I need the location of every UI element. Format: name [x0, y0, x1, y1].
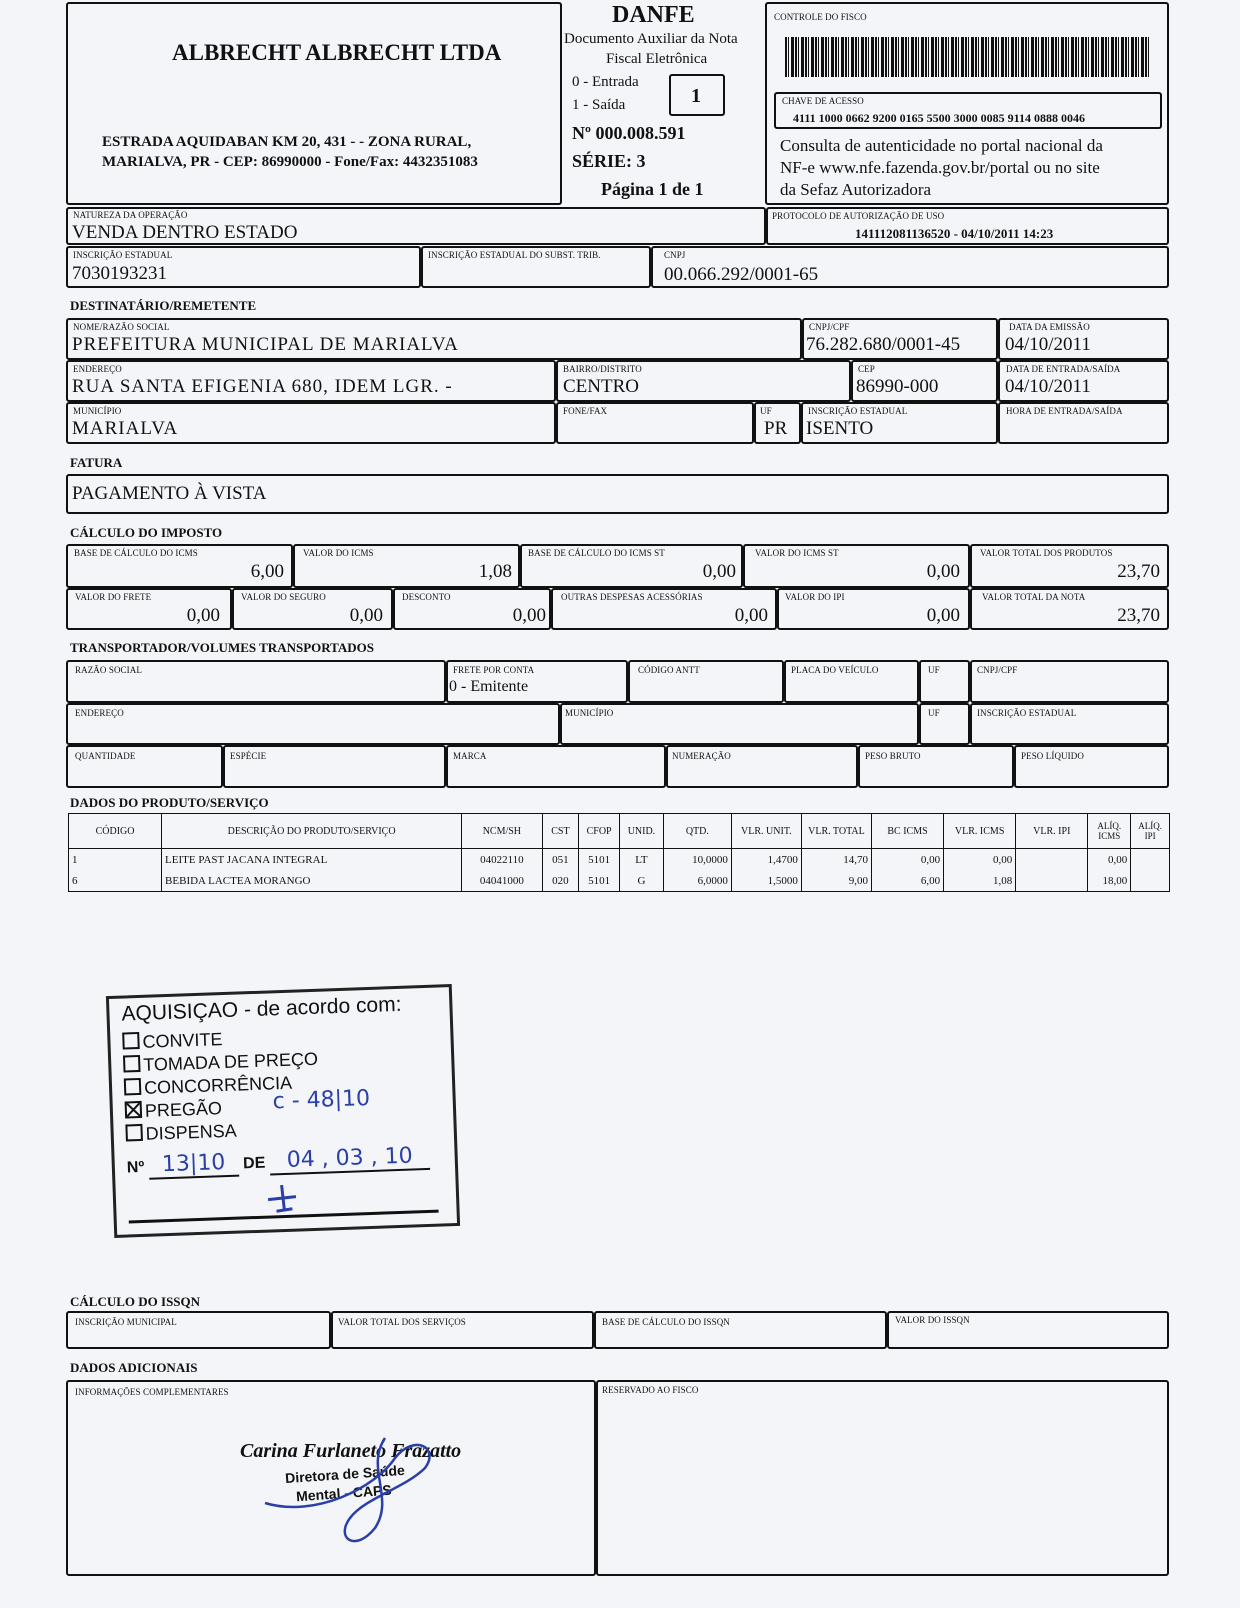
- valor-icms-label: VALOR DO ICMS: [303, 548, 374, 558]
- transp-ie-label: INSCRIÇÃO ESTADUAL: [977, 708, 1077, 718]
- checkbox-icon: [123, 1055, 141, 1073]
- controle-label: CONTROLE DO FISCO: [774, 12, 867, 22]
- cell-vlr-unit: 1,4700: [731, 849, 801, 871]
- dest-entrada-label: DATA DE ENTRADA/SAÍDA: [1006, 364, 1121, 374]
- transp-antt-label: CÓDIGO ANTT: [638, 665, 700, 675]
- col-vlr-unit: VLR. UNIT.: [731, 814, 801, 849]
- cell-vlr-total: 14,70: [801, 849, 871, 871]
- dest-uf-value: PR: [764, 418, 788, 439]
- dest-emissao-value: 04/10/2011: [1005, 334, 1091, 355]
- issqn-base-label: BASE DE CÁLCULO DO ISSQN: [602, 1317, 730, 1327]
- protocolo-value: 141112081136520 - 04/10/2011 14:23: [855, 226, 1054, 241]
- stamp-hand-code: c - 48|10: [272, 1085, 371, 1115]
- reservado-fisco-label: RESERVADO AO FISCO: [602, 1385, 699, 1395]
- cell-unid: LT: [619, 849, 663, 871]
- dest-fone-label: FONE/FAX: [563, 406, 608, 416]
- cell-cst: 051: [542, 849, 579, 871]
- cell-aliq-icms: 18,00: [1088, 870, 1131, 892]
- seguro-label: VALOR DO SEGURO: [241, 592, 326, 602]
- transp-municipio-label: MUNICÍPIO: [565, 708, 614, 718]
- issqn-section: CÁLCULO DO ISSQN: [70, 1294, 201, 1309]
- stamp-numero-label: Nº: [126, 1158, 145, 1177]
- desconto-label: DESCONTO: [402, 592, 451, 602]
- total-nota-label: VALOR TOTAL DA NOTA: [982, 592, 1086, 602]
- table-row: [69, 849, 1170, 871]
- table-row: [69, 870, 1170, 892]
- reservado-fisco-box: [596, 1380, 1169, 1576]
- col-codigo: CÓDIGO: [69, 814, 162, 849]
- dest-nome-label: NOME/RAZÃO SOCIAL: [73, 322, 170, 332]
- adicionais-section: DADOS ADICIONAIS: [70, 1360, 198, 1375]
- col-cfop: CFOP: [579, 814, 620, 849]
- transp-uf-label: UF: [928, 665, 940, 675]
- cell-aliq-icms: 0,00: [1088, 849, 1131, 871]
- ipi-value: 0,00: [926, 605, 960, 626]
- cell-cst: 020: [542, 870, 579, 892]
- danfe-serie: SÉRIE: 3: [572, 151, 646, 171]
- dest-ie-label: INSCRIÇÃO ESTADUAL: [808, 406, 908, 416]
- transp-municipio-box: [560, 703, 919, 745]
- dest-endereco-value: RUA SANTA EFIGENIA 680, IDEM LGR. -: [72, 376, 453, 397]
- transp-marca-label: MARCA: [453, 751, 487, 761]
- dest-cep-label: CEP: [858, 364, 875, 374]
- consulta-line1: Consulta de autenticidade no portal nacional da: [780, 136, 1103, 155]
- danfe-tipo: 1: [691, 85, 701, 107]
- chave-value: 4111 1000 0662 9200 0165 5500 3000 0085 9114 0888 0046: [793, 111, 1086, 125]
- stamp-hand-num: 13|10: [148, 1150, 239, 1180]
- danfe-saida: 1 - Saída: [572, 97, 626, 113]
- outras-value: 0,00: [734, 605, 768, 626]
- destinatario-section: DESTINATÁRIO/REMETENTE: [70, 298, 257, 313]
- cell-ncm: 04041000: [462, 870, 543, 892]
- cell-cfop: 5101: [579, 849, 620, 871]
- cell-ncm: 04022110: [462, 849, 543, 871]
- dest-uf-label: UF: [760, 406, 772, 416]
- stamp-pregao: [125, 1098, 223, 1122]
- cell-qtd: 10,0000: [663, 849, 731, 871]
- danfe-subtitle2: Fiscal Eletrônica: [606, 51, 708, 67]
- valor-st-label: VALOR DO ICMS ST: [755, 548, 839, 558]
- signature-name: Carina Furlaneto Frazatto: [240, 1440, 462, 1462]
- col-vlr-icms: VLR. ICMS: [944, 814, 1016, 849]
- transp-endereco-label: ENDEREÇO: [75, 708, 124, 718]
- stamp-pregao-label: PREGÃO: [144, 1098, 223, 1121]
- dest-entrada-value: 04/10/2011: [1005, 376, 1091, 397]
- fatura-section: FATURA: [70, 455, 123, 470]
- issuer-address-line1: ESTRADA AQUIDABAN KM 20, 431 - - ZONA RURAL,: [102, 134, 472, 150]
- signature-role2: Mental - CAPS: [295, 1481, 393, 1505]
- dest-nome-value: PREFEITURA MUNICIPAL DE MARIALVA: [72, 334, 459, 355]
- cell-vlr-ipi: [1016, 849, 1088, 871]
- transp-uf2-label: UF: [928, 708, 940, 718]
- frete-value: 0,00: [186, 605, 220, 626]
- issqn-valor-label: VALOR DO ISSQN: [895, 1315, 970, 1325]
- stamp-hand-date: 04 , 03 , 10: [269, 1143, 430, 1176]
- issqn-im-label: INSCRIÇÃO MUNICIPAL: [75, 1317, 177, 1327]
- transp-quantidade-label: QUANTIDADE: [75, 751, 136, 761]
- aquisicao-stamp: [106, 984, 460, 1238]
- ie-value: 7030193231: [72, 263, 167, 284]
- dest-emissao-label: DATA DA EMISSÃO: [1009, 322, 1090, 332]
- protocolo-label: PROTOCOLO DE AUTORIZAÇÃO DE USO: [772, 211, 945, 221]
- checkbox-icon: [122, 1032, 140, 1050]
- cell-cfop: 5101: [579, 870, 620, 892]
- transp-cnpj-label: CNPJ/CPF: [977, 665, 1018, 675]
- checkbox-icon: [124, 1078, 142, 1096]
- cell-descricao: LEITE PAST JACANA INTEGRAL: [162, 849, 462, 871]
- col-bc-icms: BC ICMS: [871, 814, 943, 849]
- col-ncm: NCM/SH: [462, 814, 543, 849]
- consulta-line2: NF-e www.nfe.fazenda.gov.br/portal ou no site: [780, 158, 1100, 177]
- checked-checkbox-icon: [125, 1101, 143, 1119]
- valor-st-value: 0,00: [926, 561, 960, 582]
- cell-qtd: 6,0000: [663, 870, 731, 892]
- seguro-value: 0,00: [349, 605, 383, 626]
- stamp-numero-row: [126, 1143, 430, 1181]
- cell-aliq-ipi: [1131, 870, 1170, 892]
- signature-scribble-icon: [255, 1428, 475, 1558]
- checkbox-icon: [125, 1124, 143, 1142]
- col-descricao: DESCRIÇÃO DO PRODUTO/SERVIÇO: [162, 814, 462, 849]
- signature-role1: Diretora de Saúde: [284, 1461, 406, 1487]
- info-complementares-label: INFORMAÇÕES COMPLEMENTARES: [75, 1387, 229, 1397]
- base-st-value: 0,00: [702, 561, 736, 582]
- ie-label: INSCRIÇÃO ESTADUAL: [73, 250, 173, 260]
- valor-icms-value: 1,08: [478, 561, 512, 582]
- cell-unid: G: [619, 870, 663, 892]
- transp-uf-box: [919, 660, 970, 703]
- danfe-pagina: Página 1 de 1: [601, 179, 704, 199]
- total-nota-value: 23,70: [1117, 605, 1160, 626]
- stamp-convite: [122, 1029, 223, 1053]
- transp-frete-value: 0 - Emitente: [449, 678, 529, 695]
- stamp-convite-label: CONVITE: [142, 1029, 223, 1052]
- cell-codigo: 1: [69, 849, 162, 871]
- total-produtos-label: VALOR TOTAL DOS PRODUTOS: [980, 548, 1113, 558]
- dest-ie-value: ISENTO: [806, 418, 874, 439]
- col-vlr-ipi: VLR. IPI: [1016, 814, 1088, 849]
- transp-peso-liquido-label: PESO LÍQUIDO: [1021, 751, 1084, 761]
- outras-label: OUTRAS DESPESAS ACESSÓRIAS: [561, 592, 703, 602]
- cell-vlr-total: 9,00: [801, 870, 871, 892]
- dest-bairro-label: BAIRRO/DISTRITO: [563, 364, 642, 374]
- dest-cnpj-label: CNPJ/CPF: [809, 322, 850, 332]
- cell-vlr-unit: 1,5000: [731, 870, 801, 892]
- frete-label: VALOR DO FRETE: [75, 592, 152, 602]
- col-cst: CST: [542, 814, 579, 849]
- stamp-title: AQUISIÇAO - de acordo com:: [121, 992, 402, 1026]
- dest-municipio-value: MARIALVA: [72, 418, 179, 439]
- dest-cep-value: 86990-000: [856, 376, 939, 397]
- issqn-servicos-label: VALOR TOTAL DOS SERVIÇOS: [338, 1317, 466, 1327]
- stamp-dispensa-label: DISPENSA: [145, 1120, 238, 1144]
- transp-peso-bruto-label: PESO BRUTO: [865, 751, 921, 761]
- stamp-de-label: DE: [242, 1154, 266, 1173]
- cnpj-value: 00.066.292/0001-65: [664, 264, 819, 285]
- cell-codigo: 6: [69, 870, 162, 892]
- transp-uf2-box: [919, 703, 970, 745]
- danfe-subtitle1: Documento Auxiliar da Nota: [564, 31, 738, 47]
- transp-frete-label: FRETE POR CONTA: [453, 665, 535, 675]
- danfe-title: DANFE: [612, 2, 695, 28]
- cell-bc-icms: 6,00: [871, 870, 943, 892]
- chave-label: CHAVE DE ACESSO: [782, 96, 864, 106]
- col-aliq-icms: ALÍQ. ICMS: [1088, 814, 1131, 849]
- cell-bc-icms: 0,00: [871, 849, 943, 871]
- stamp-concorrencia: [124, 1073, 293, 1100]
- transp-especie-label: ESPÉCIE: [230, 751, 267, 761]
- transp-numeracao-label: NUMERAÇÃO: [672, 751, 731, 761]
- natureza-label: NATUREZA DA OPERAÇÃO: [73, 210, 188, 220]
- col-aliq-ipi: ALÍQ. IPI: [1131, 814, 1170, 849]
- consulta-line3: da Sefaz Autorizadora: [780, 180, 932, 199]
- col-qtd: QTD.: [663, 814, 731, 849]
- ie-st-label: INSCRIÇÃO ESTADUAL DO SUBST. TRIB.: [428, 250, 601, 260]
- cell-descricao: BEBIDA LACTEA MORANGO: [162, 870, 462, 892]
- issuer-name: ALBRECHT ALBRECHT LTDA: [172, 40, 502, 65]
- cell-vlr-icms: 0,00: [944, 849, 1016, 871]
- col-unid: UNID.: [619, 814, 663, 849]
- transporte-section: TRANSPORTADOR/VOLUMES TRANSPORTADOS: [70, 640, 375, 655]
- imposto-section: CÁLCULO DO IMPOSTO: [70, 525, 223, 540]
- dest-cnpj-value: 76.282.680/0001-45: [806, 334, 961, 355]
- issuer-address-line2: MARIALVA, PR - CEP: 86990000 - Fone/Fax: 4432351083: [102, 154, 478, 170]
- products-table: [68, 813, 1170, 892]
- stamp-dispensa: [125, 1121, 237, 1146]
- produtos-section: DADOS DO PRODUTO/SERVIÇO: [70, 795, 269, 810]
- base-icms-value: 6,00: [250, 561, 284, 582]
- dest-bairro-value: CENTRO: [563, 376, 639, 397]
- danfe-tipo-box: [669, 74, 725, 116]
- cell-vlr-icms: 1,08: [944, 870, 1016, 892]
- transp-razao-label: RAZÃO SOCIAL: [75, 665, 142, 675]
- cell-aliq-ipi: [1131, 849, 1170, 871]
- ipi-label: VALOR DO IPI: [785, 592, 845, 602]
- col-vlr-total: VLR. TOTAL: [801, 814, 871, 849]
- desconto-value: 0,00: [512, 605, 546, 626]
- fatura-value: PAGAMENTO À VISTA: [72, 483, 267, 504]
- transp-endereco-box: [66, 703, 560, 745]
- total-produtos-value: 23,70: [1117, 561, 1160, 582]
- stamp-tomada-label: TOMADA DE PREÇO: [142, 1048, 319, 1075]
- base-icms-label: BASE DE CÁLCULO DO ICMS: [74, 548, 198, 558]
- danfe-numero: Nº 000.008.591: [572, 123, 686, 143]
- natureza-value: VENDA DENTRO ESTADO: [72, 222, 298, 243]
- dest-hora-label: HORA DE ENTRADA/SAÍDA: [1006, 406, 1123, 416]
- barcode: [785, 37, 1150, 77]
- base-st-label: BASE DE CÁLCULO DO ICMS ST: [528, 548, 665, 558]
- transp-placa-label: PLACA DO VEÍCULO: [791, 665, 879, 675]
- stamp-concorrencia-label: CONCORRÊNCIA: [143, 1072, 293, 1098]
- products-header-row: [69, 814, 1170, 849]
- issuer-box: [66, 2, 562, 205]
- danfe-entrada: 0 - Entrada: [572, 74, 639, 90]
- cnpj-label: CNPJ: [664, 250, 686, 260]
- dest-endereco-label: ENDEREÇO: [73, 364, 122, 374]
- cell-vlr-ipi: [1016, 870, 1088, 892]
- dest-municipio-label: MUNICÍPIO: [73, 406, 122, 416]
